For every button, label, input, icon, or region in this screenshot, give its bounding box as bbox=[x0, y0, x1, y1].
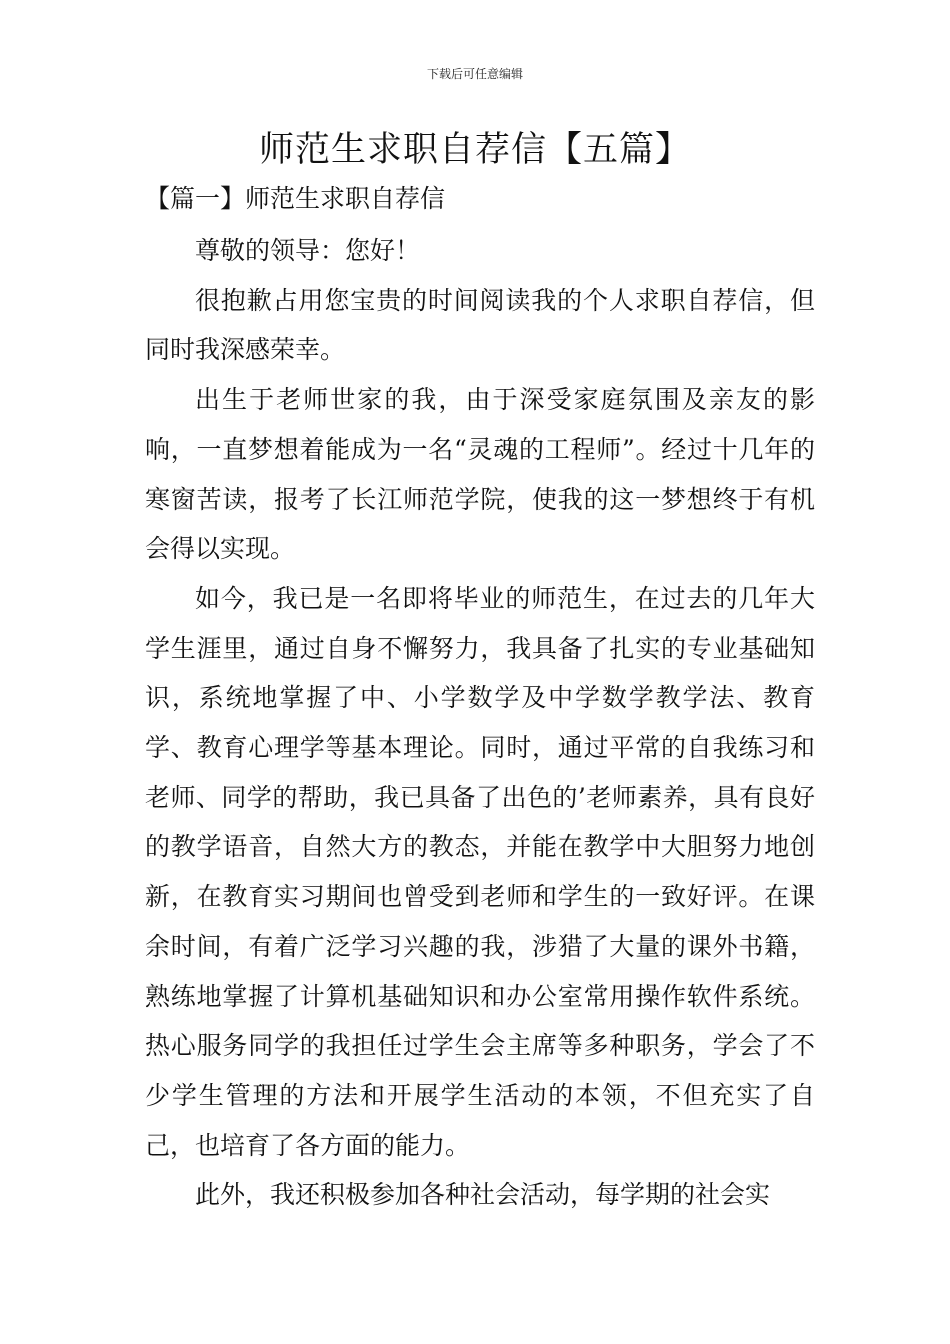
header-note: 下载后可任意编辑 bbox=[426, 67, 523, 81]
salutation: 尊敬的领导：您好！ bbox=[195, 236, 421, 265]
paragraph: 如今，我已是一名即将毕业的师范生，在过去的几年大学生涯里，通过自身不懈努力，我具备了扎实的专业基础知识，系统地掌握了中、小学数学及中学数学教学法、教育学、教育心理学等基本理论。同时，通过平常的自我练习和老师、同学的帮助，我已具备了出色的’老师素养，具有良好的教学语音，自然大方的教态，并能在教学中大胆努力地创新，在教育实习期间也曾受到老师和学生的一致好评。在课余时间，有着广泛学习兴趣的我，涉猎了大量的课外书籍，熟练地掌握了计算机基础知识和办公室常用操作软件系统。热心服务同学的我担任过学生会主席等多种职务，学会了不少学生管理的方法和开展学生活动的本领，不但充实了自己，也培育了各方面的能力。 bbox=[145, 583, 815, 1160]
paragraph: 出生于老师世家的我，由于深受家庭氛围及亲友的影响，一直梦想着能成为一名“灵魂的工程师”。经过十几年的寒窗苦读，报考了长江师范学院，使我的这一梦想终于有机会得以实现。 bbox=[145, 385, 815, 564]
paragraph: 很抱歉占用您宝贵的时间阅读我的个人求职自荐信，但同时我深感荣幸。 bbox=[145, 285, 815, 365]
paragraph: 此外，我还积极参加各种社会活动，每学期的社会实 bbox=[195, 1180, 771, 1210]
section-heading: 【篇一】师范生求职自荐信 bbox=[145, 184, 446, 213]
document-title: 师范生求职自荐信【五篇】 bbox=[258, 130, 691, 170]
letter-body bbox=[145, 226, 815, 1220]
